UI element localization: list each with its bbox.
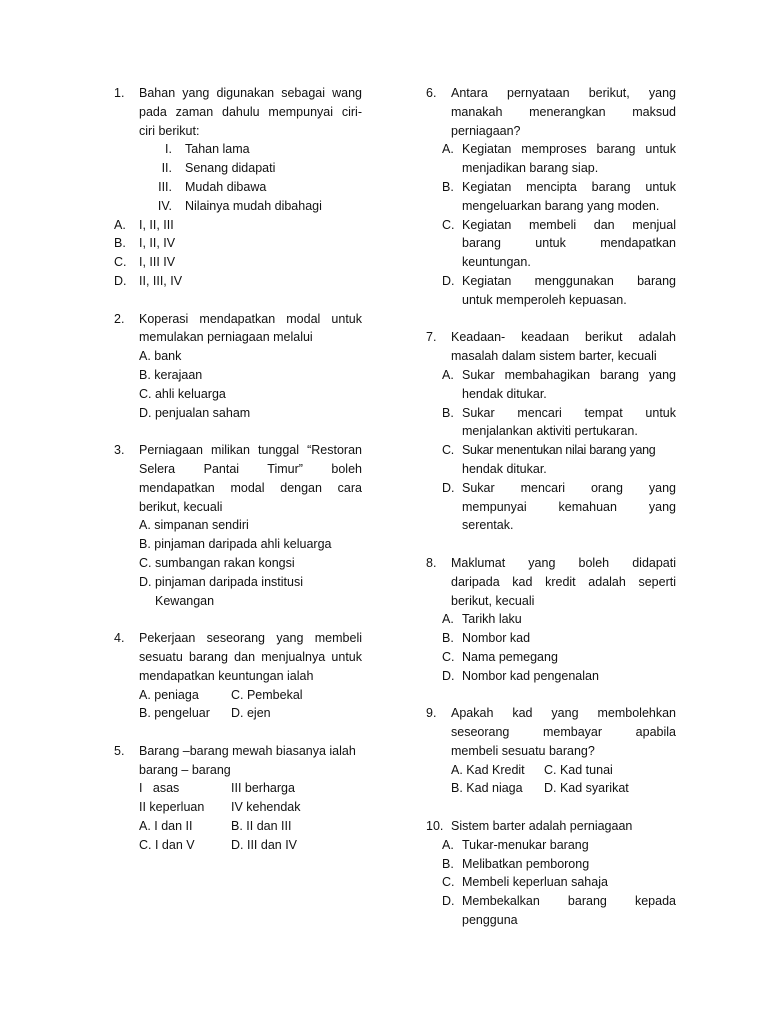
answer-option[interactable]: B. pengeluar xyxy=(139,706,210,721)
answer-option[interactable]: A. Tarikh laku xyxy=(442,612,522,627)
question-stem: 2. Koperasi mendapatkan modal untuk xyxy=(114,310,362,329)
answer-option[interactable]: B. II dan III xyxy=(231,819,292,834)
answer-option[interactable]: C. Nama pemegang xyxy=(442,649,558,664)
answer-option[interactable]: C. ahli keluarga xyxy=(139,386,226,401)
answer-option[interactable]: D. penjualan saham xyxy=(139,405,251,420)
answer-option[interactable]: B. Melibatkan pemborong xyxy=(442,856,590,871)
question-3 xyxy=(114,441,362,610)
question-number: 10. xyxy=(426,819,444,834)
answer-option[interactable]: A. Sukar membahagikan barang yang hendak ditukar. xyxy=(442,367,676,401)
answer-option[interactable]: C. Sukar menentukan nilai barang yang hendak ditukar. xyxy=(442,443,656,476)
question-number: 1. xyxy=(114,86,125,100)
option-row xyxy=(114,704,362,723)
answer-option[interactable]: A. I dan II xyxy=(139,819,193,834)
answer-option[interactable]: C. I, III IV xyxy=(114,255,176,270)
question-stem: berikut, kecuali xyxy=(139,499,223,514)
answer-option[interactable]: B. Kad niaga xyxy=(451,781,523,796)
answer-option[interactable]: B. Kegiatan mencipta barang untuk mengeluarkan barang yang moden. xyxy=(442,179,676,213)
roman-item: IV kehendak xyxy=(231,800,301,815)
question-number: 6. xyxy=(426,86,437,100)
question-10 xyxy=(426,817,676,930)
question-stem: membeli sesuatu barang? xyxy=(451,743,595,758)
option-row xyxy=(114,779,362,798)
question-stem: berikut, kecuali xyxy=(451,593,535,608)
question-stem: barang – barang xyxy=(139,762,231,777)
question-number: 8. xyxy=(426,555,437,570)
question-stem: perniagaan? xyxy=(451,123,521,138)
question-stem: 7. Keadaan- keadaan berikut adalah xyxy=(426,328,676,347)
answer-option[interactable]: D. Kad syarikat xyxy=(544,781,629,796)
question-9 xyxy=(426,704,676,798)
question-7 xyxy=(426,328,676,535)
question-stem: pada zaman dahulu mempunyai ciri- xyxy=(139,104,362,119)
question-number: 9. xyxy=(426,706,437,721)
answer-option[interactable]: C. sumbangan rakan kongsi xyxy=(139,555,295,570)
answer-option[interactable]: C. Pembekal xyxy=(231,687,303,702)
roman-item: I. Tahan lama xyxy=(165,142,250,157)
question-number: 7. xyxy=(426,330,437,345)
question-stem: 8. Maklumat yang boleh didapati xyxy=(426,554,676,573)
answer-option[interactable]: A. I, II, III xyxy=(114,217,174,232)
roman-item: II. Senang didapati xyxy=(161,161,276,176)
question-number: 5. xyxy=(114,743,125,758)
answer-option[interactable]: D. Kegiatan menggunakan barang untuk memperoleh kepuasan. xyxy=(442,273,676,307)
answer-option[interactable]: C. Kegiatan membeli dan menjual barang untuk mendapatkan keuntungan. xyxy=(442,217,676,270)
question-stem: manakah menerangkan maksud xyxy=(451,104,676,119)
question-stem: 1. Bahan yang digunakan sebagai wang xyxy=(114,84,362,103)
answer-option[interactable]: A. bank xyxy=(139,349,182,364)
question-stem: masalah dalam sistem barter, kecuali xyxy=(451,349,657,364)
question-stem: 6. Antara pernyataan berikut, yang xyxy=(426,84,676,103)
left-column xyxy=(114,84,362,873)
question-number: 2. xyxy=(114,311,125,326)
option-row xyxy=(426,761,676,780)
roman-item: II keperluan xyxy=(139,800,205,815)
answer-option[interactable]: A. peniaga xyxy=(139,687,199,702)
question-1 xyxy=(114,84,362,291)
answer-option[interactable]: A. simpanan sendiri xyxy=(139,518,249,533)
question-stem: mendapatkan modal dengan cara xyxy=(139,480,362,495)
answer-option[interactable]: D. Nombor kad pengenalan xyxy=(442,668,599,683)
option-row xyxy=(114,817,362,836)
answer-option[interactable]: C. Membeli keperluan sahaja xyxy=(442,875,608,890)
question-stem: 9. Apakah kad yang membolehkan xyxy=(426,704,676,723)
question-stem: memulakan perniagaan melalui xyxy=(139,330,313,345)
answer-option[interactable]: A. Kad Kredit xyxy=(451,762,525,777)
question-stem: 5. Barang –barang mewah biasanya ialah xyxy=(114,742,362,761)
answer-option[interactable]: D. III dan IV xyxy=(231,837,298,852)
right-column xyxy=(426,84,676,949)
question-stem: sesuatu barang dan menjualnya untuk xyxy=(139,649,362,664)
question-stem: daripada kad kredit adalah seperti xyxy=(451,574,676,589)
answer-option[interactable]: B. pinjaman daripada ahli keluarga xyxy=(139,537,332,552)
option-row xyxy=(114,686,362,705)
question-stem: Selera Pantai Timur” boleh xyxy=(139,461,362,476)
question-4 xyxy=(114,629,362,723)
question-stem: 3. Perniagaan milikan tunggal “Restoran xyxy=(114,441,362,460)
question-stem: seseorang membayar apabila xyxy=(451,725,676,740)
answer-option[interactable]: B. I, II, IV xyxy=(114,236,176,251)
question-2 xyxy=(114,310,362,423)
roman-item: I asas xyxy=(139,781,180,796)
roman-item: IV. Nilainya mudah dibahagi xyxy=(157,198,322,213)
question-stem: 10. Sistem barter adalah perniagaan xyxy=(426,817,676,836)
answer-option[interactable]: A. Tukar-menukar barang xyxy=(442,837,589,852)
roman-item: III berharga xyxy=(231,781,295,796)
roman-item: III. Mudah dibawa xyxy=(158,179,267,194)
answer-option[interactable]: B. Sukar mencari tempat untuk menjalankan aktiviti pertukaran. xyxy=(442,405,676,439)
option-row xyxy=(114,798,362,817)
question-5 xyxy=(114,742,362,855)
option-row xyxy=(426,779,676,798)
answer-option[interactable]: D. Sukar mencari orang yang mempunyai kemahuan yang serentak. xyxy=(442,480,676,533)
answer-option[interactable]: D. II, III, IV xyxy=(114,273,183,288)
question-stem: ciri berikut: xyxy=(139,123,200,138)
answer-option[interactable]: B. Nombor kad xyxy=(442,631,531,646)
answer-option[interactable]: C. Kad tunai xyxy=(544,762,613,777)
question-stem: 4. Pekerjaan seseorang yang membeli xyxy=(114,629,362,648)
answer-option[interactable]: C. I dan V xyxy=(139,837,195,852)
question-6 xyxy=(426,84,676,310)
answer-option[interactable]: B. kerajaan xyxy=(139,367,203,382)
answer-option[interactable]: A. Kegiatan memproses barang untuk menjadikan barang siap. xyxy=(442,142,676,176)
option-row xyxy=(114,836,362,855)
question-8 xyxy=(426,554,676,686)
answer-option[interactable]: D. ejen xyxy=(231,706,271,721)
answer-option[interactable]: D. Membekalkan barang kepada pengguna xyxy=(442,894,676,928)
question-stem: mendapatkan keuntungan ialah xyxy=(139,668,314,683)
question-number: 3. xyxy=(114,443,125,458)
answer-option[interactable]: D. pinjaman daripada institusi xyxy=(139,574,303,589)
question-number: 4. xyxy=(114,631,125,646)
answer-option-continuation: Kewangan xyxy=(155,593,215,608)
